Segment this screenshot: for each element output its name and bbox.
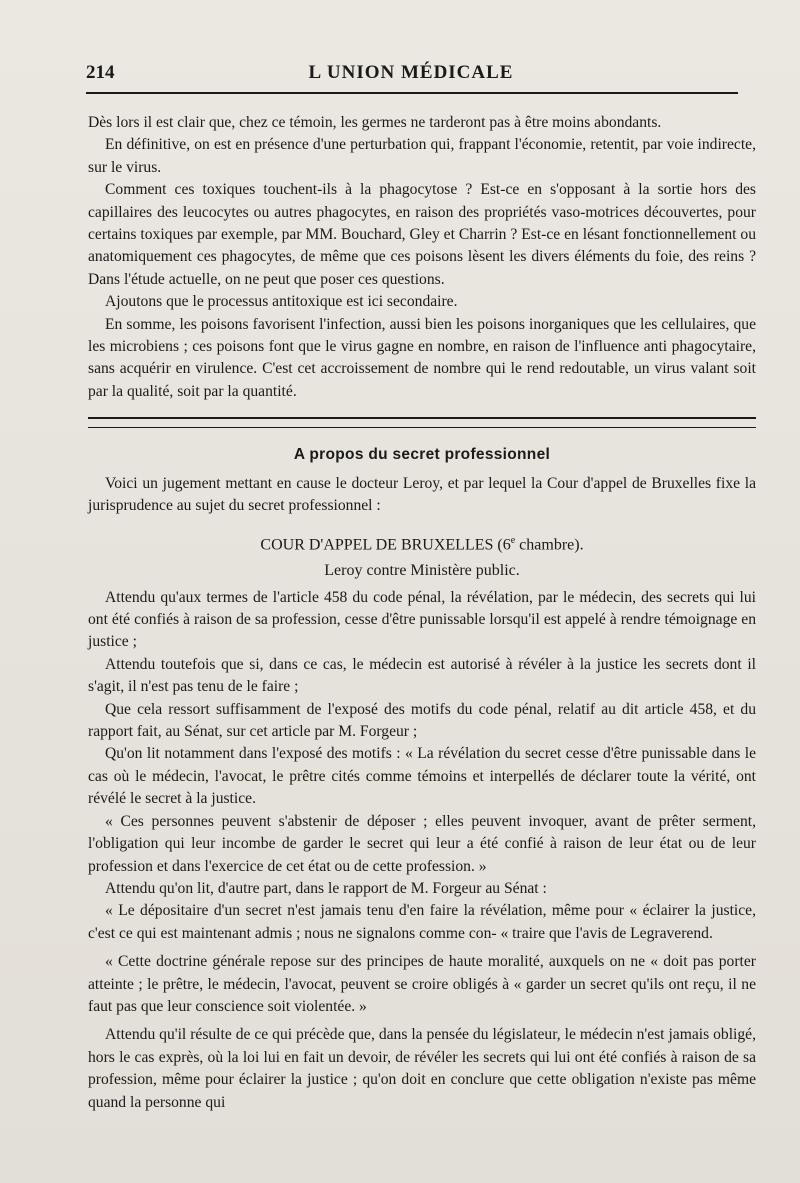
section-separator [88, 417, 756, 428]
paragraph: Dès lors il est clair que, chez ce témoin, les germes ne tarderont pas à être moins abondants. [88, 114, 662, 131]
court-name: COUR D'APPEL DE BRUXELLES (6 [260, 535, 511, 553]
paragraph: Attendu qu'on lit, d'autre part, dans le rapport de M. Forgeur au Sénat : [105, 879, 547, 897]
page-header [86, 58, 736, 88]
page-content [88, 112, 756, 1114]
paragraph: « Le dépositaire d'un secret n'est jamais tenu d'en faire la révélation, même pour « éclairer la justice, c'est ce qui est maintenant admis ; nous ne signalons comme con- « traire que l'avis de Legraverend. [88, 902, 756, 942]
paragraph: « Ces personnes peuvent s'abstenir de déposer ; elles peuvent invoquer, avant de prêter serment, l'obligation qui leur incombe de garder le secret qui leur a été confié à raison de leur état ou de leur profession et dans l'exercice de cet état ou de cette profession. » [88, 812, 756, 875]
paragraph: Attendu qu'aux termes de l'article 458 du code pénal, la révélation, par le médecin, des secrets qui lui ont été confiés à raison de sa profession, cesse d'être punissable lorsqu'il est appelé à rendre témoignage en justice ; [88, 588, 756, 651]
case-parties: Leroy contre Ministère public. [324, 562, 520, 580]
judgment-text [88, 587, 756, 1114]
paragraph: Comment ces toxiques touchent-ils à la phagocytose ? Est-ce en s'opposant à la sortie hors des capillaires des leucocytes ou autres phagocytes, en raison des propriétés vaso-motrices découvertes, pour certains toxiques par exemple, par MM. Bouchard, Gley et Charrin ? Est-ce en lésant fonctionnellement ou anatomiquement ces phagocytes, de même que ces poisons lèsent les divers éléments du foie, des reins ? Dans l'étude actuelle, on ne peut que poser ces questions. [88, 181, 756, 288]
running-title: L UNION MÉDICALE [308, 62, 514, 83]
page-number: 214 [86, 62, 115, 83]
header-rule [86, 92, 738, 94]
section-intro: Voici un jugement mettant en cause le docteur Leroy, et par lequel la Cour d'appel de Bruxelles fixe la jurisprudence au sujet du secret professionnel : [88, 474, 756, 515]
paragraph: Attendu toutefois que si, dans ce cas, le médecin est autorisé à révéler à la justice les secrets dont il s'agit, il n'est pas tenu de le faire ; [88, 655, 756, 696]
court-heading [88, 530, 756, 557]
paragraph: En définitive, on est en présence d'une perturbation qui, frappant l'économie, retentit, par voie indirecte, sur le virus. [88, 136, 756, 176]
paragraph: En somme, les poisons favorisent l'infection, aussi bien les poisons inorganiques que les cellulaires, que les microbiens ; ces poisons font que le virus gagne en nombre, en raison de l'influence anti phagocytaire, sans acquérir en virulence. C'est cet accroissement de nombre qui le rend redoutable, un virus valant soit par la qualité, soit par la quantité. [88, 315, 756, 400]
paragraph: Que cela ressort suffisamment de l'exposé des motifs du code pénal, relatif au dit article 458, et du rapport fait, au Sénat, sur cet article par M. Forgeur ; [88, 700, 756, 741]
section-title: A propos du secret professionnel [293, 446, 551, 464]
court-superscript: e [510, 534, 516, 546]
paragraph: « Cette doctrine générale repose sur des principes de haute moralité, auxquels on ne « doit pas porter atteinte ; le prêtre, le médecin, l'avocat, peuvent se croire obligés à « garder un secret qu'ils ont reçu, il ne faut pas que leur conscience soit violentée. » [88, 953, 756, 1015]
paragraph: Qu'on lit notamment dans l'exposé des motifs : « La révélation du secret cesse d'être punissable dans le cas où le médecin, l'avocat, le prêtre cités comme témoins et interpellés de déclarer toute la vérité, ont révélé le secret à la justice. [88, 745, 756, 808]
paragraph: Ajoutons que le processus antitoxique est ici secondaire. [105, 293, 458, 311]
court-chamber: chambre). [515, 535, 584, 553]
paragraph: Attendu qu'il résulte de ce qui précède que, dans la pensée du législateur, le médecin n'est jamais obligé, hors le cas exprès, où la loi lui en fait un devoir, de révéler les secrets qui lui ont été confiés à raison de sa profession, même pour éclairer la justice ; qu'on doit en conclure que cette obligation n'existe pas même quand la personne qui [88, 1026, 756, 1111]
